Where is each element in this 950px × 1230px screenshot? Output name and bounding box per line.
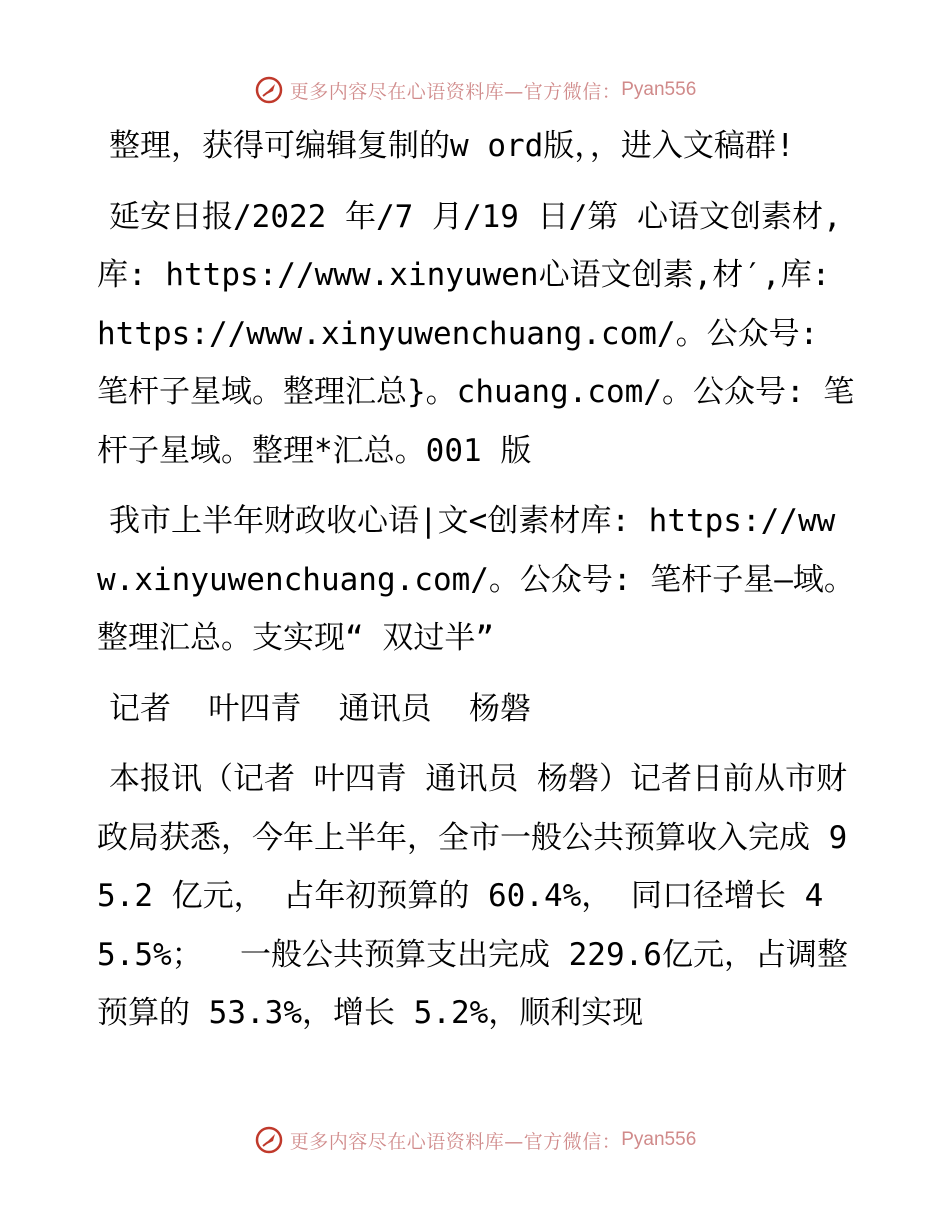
- paragraph-byline: 记者 叶四青 通讯员 杨磐: [109, 690, 531, 727]
- paragraph-source: 延安日报/2022 年/7 月/19 日/第 心语文创素材,库: https://www.xinyuwen心语文创素,材′,库: https://www.xinyuwenchuang.com/。公众号: 笔杆子星域。整理汇总}。chuang.com/。公众号: 笔杆子星域。整理*汇总。001 版: [97, 198, 855, 469]
- quill-logo-icon: [254, 75, 284, 105]
- paragraph-headline: 我市上半年财政收心语|文<创素材库: https://www.xinyuwenchuang.com/。公众号: 笔杆子星—域。整理汇总。支实现“ 双过半”: [97, 503, 855, 656]
- paragraph-intro: 整理，获得可编辑复制的w ord版，，进入文稿群!: [109, 128, 795, 164]
- header-banner: [0, 72, 950, 108]
- header-banner-text: 更多内容尽在心语资料库—官方微信：: [289, 80, 622, 103]
- paragraph-article: 本报讯（记者 叶四青 通讯员 杨磐）记者日前从市财政局获悉，今年上半年，全市一般公共预算收入完成 95.2 亿元， 占年初预算的 60.4%， 同口径增长 45.5%； 一般公共预算支出完成 229.6亿元，占调整预算的 53.3%，增长 5.2%，顺利实现: [97, 761, 848, 1031]
- footer-wechat-id: Pyan556: [621, 1129, 697, 1150]
- document-body: [97, 117, 857, 1055]
- footer-banner: [0, 1122, 950, 1158]
- header-wechat-id: Pyan556: [621, 79, 697, 100]
- quill-logo-icon: [254, 1125, 284, 1155]
- footer-banner-text: 更多内容尽在心语资料库—官方微信：: [289, 1130, 622, 1153]
